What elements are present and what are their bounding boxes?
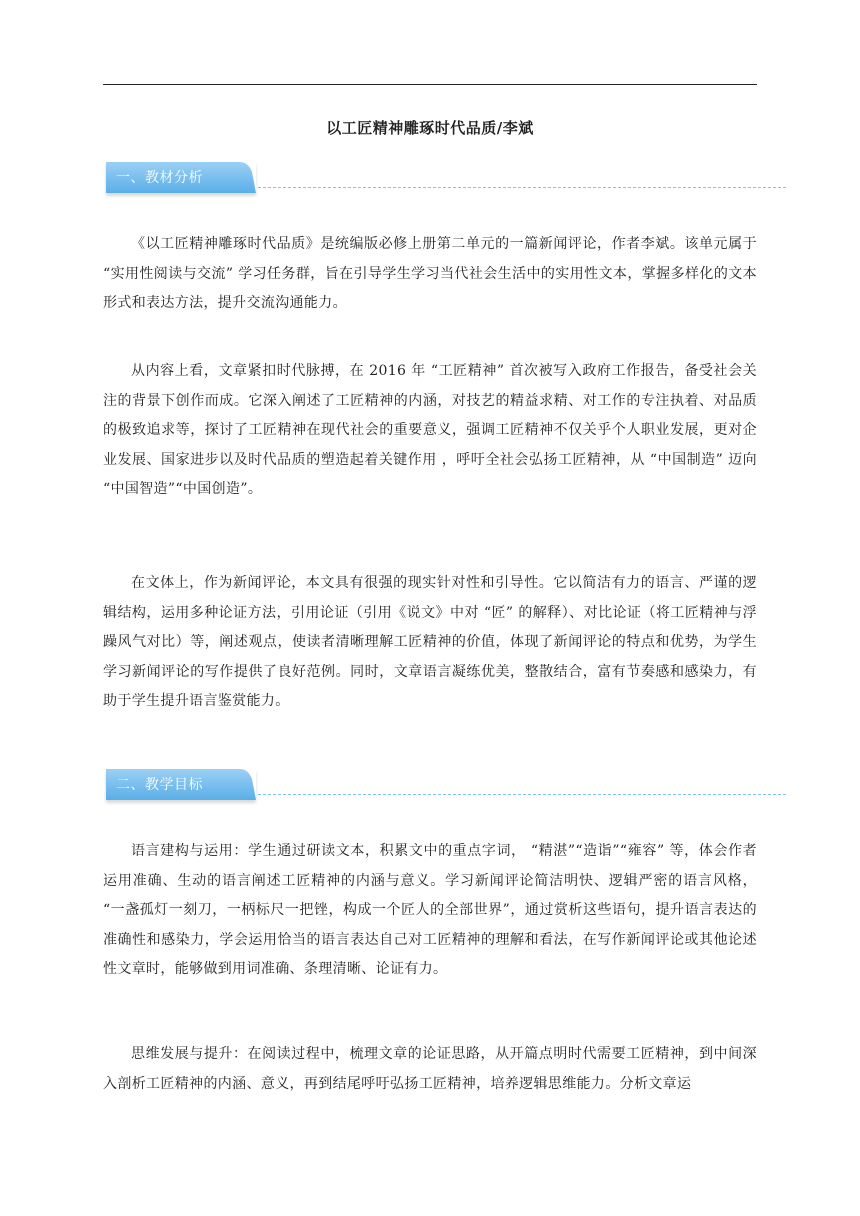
section-divider [258, 794, 786, 795]
section-divider [258, 187, 786, 188]
header-rule [103, 84, 757, 85]
section-header-analysis [106, 162, 786, 196]
section-tab-banner [106, 769, 256, 800]
paragraph: 从内容上看，文章紧扣时代脉搏，在 2016 年 “工匠精神” 首次被写入政府工作报告，备受社会关注的背景下创作而成。它深入阐述了工匠精神的内涵，对技艺的精益求精、对工作的专注执着、对品质的极致追求等，探讨了工匠精神在现代社会的重要意义，强调工匠精神不仅关乎个人职业发展，更对企业发展、国家进步以及时代品质的塑造起着关键作用 ，呼吁全社会弘扬工匠精神，从 “中国制造” 迈向 “中国智造”“中国创造”。 [103, 363, 757, 497]
section-tab-banner [106, 162, 256, 193]
section-heading: 一、教材分析 [116, 170, 203, 186]
paragraph: 《以工匠精神雕琢时代品质》是统编版必修上册第二单元的一篇新闻评论，作者李斌。该单元属于 “实用性阅读与交流” 学习任务群，旨在引导学生学习当代社会生活中的实用性文本，掌握多样化的文本形式和表达方法，提升交流沟通能力。 [103, 236, 757, 311]
paragraph: 语言建构与运用：学生通过研读文本，积累文中的重点字词， “精湛”“造诣”“雍容” 等，体会作者运用准确、生动的语言阐述工匠精神的内涵与意义。学习新闻评论简洁明快、逻辑严密的语言风格， “一盏孤灯一刻刀，一柄标尺一把锉，构成一个匠人的全部世界”，通过赏析这些语句，提升语言表达的准确性和感染力，学会运用恰当的语言表达自己对工匠精神的理解和看法，在写作新闻评论或其他论述性文章时，能够做到用词准确、条理清晰、论证有力。 [103, 843, 757, 977]
paragraph: 思维发展与提升：在阅读过程中，梳理文章的论证思路，从开篇点明时代需要工匠精神，到中间深入剖析工匠精神的内涵、意义，再到结尾呼吁弘扬工匠精神，培养逻辑思维能力。分析文章运 [103, 1046, 757, 1092]
document-title: 以工匠精神雕琢时代品质/李斌 [326, 119, 534, 137]
section-header-objectives [106, 769, 786, 803]
paragraph: 在文体上，作为新闻评论，本文具有很强的现实针对性和引导性。它以简洁有力的语言、严谨的逻辑结构，运用多种论证方法，引用论证（引用《说文》中对 “匠” 的解释）、对比论证（将工匠精神与浮躁风气对比）等，阐述观点，使读者清晰理解工匠精神的价值，体现了新闻评论的特点和优势，为学生学习新闻评论的写作提供了良好范例。同时，文章语言凝练优美，整散结合，富有节奏感和感染力，有助于学生提升语言鉴赏能力。 [103, 575, 757, 709]
section-heading: 二、教学目标 [116, 777, 203, 793]
